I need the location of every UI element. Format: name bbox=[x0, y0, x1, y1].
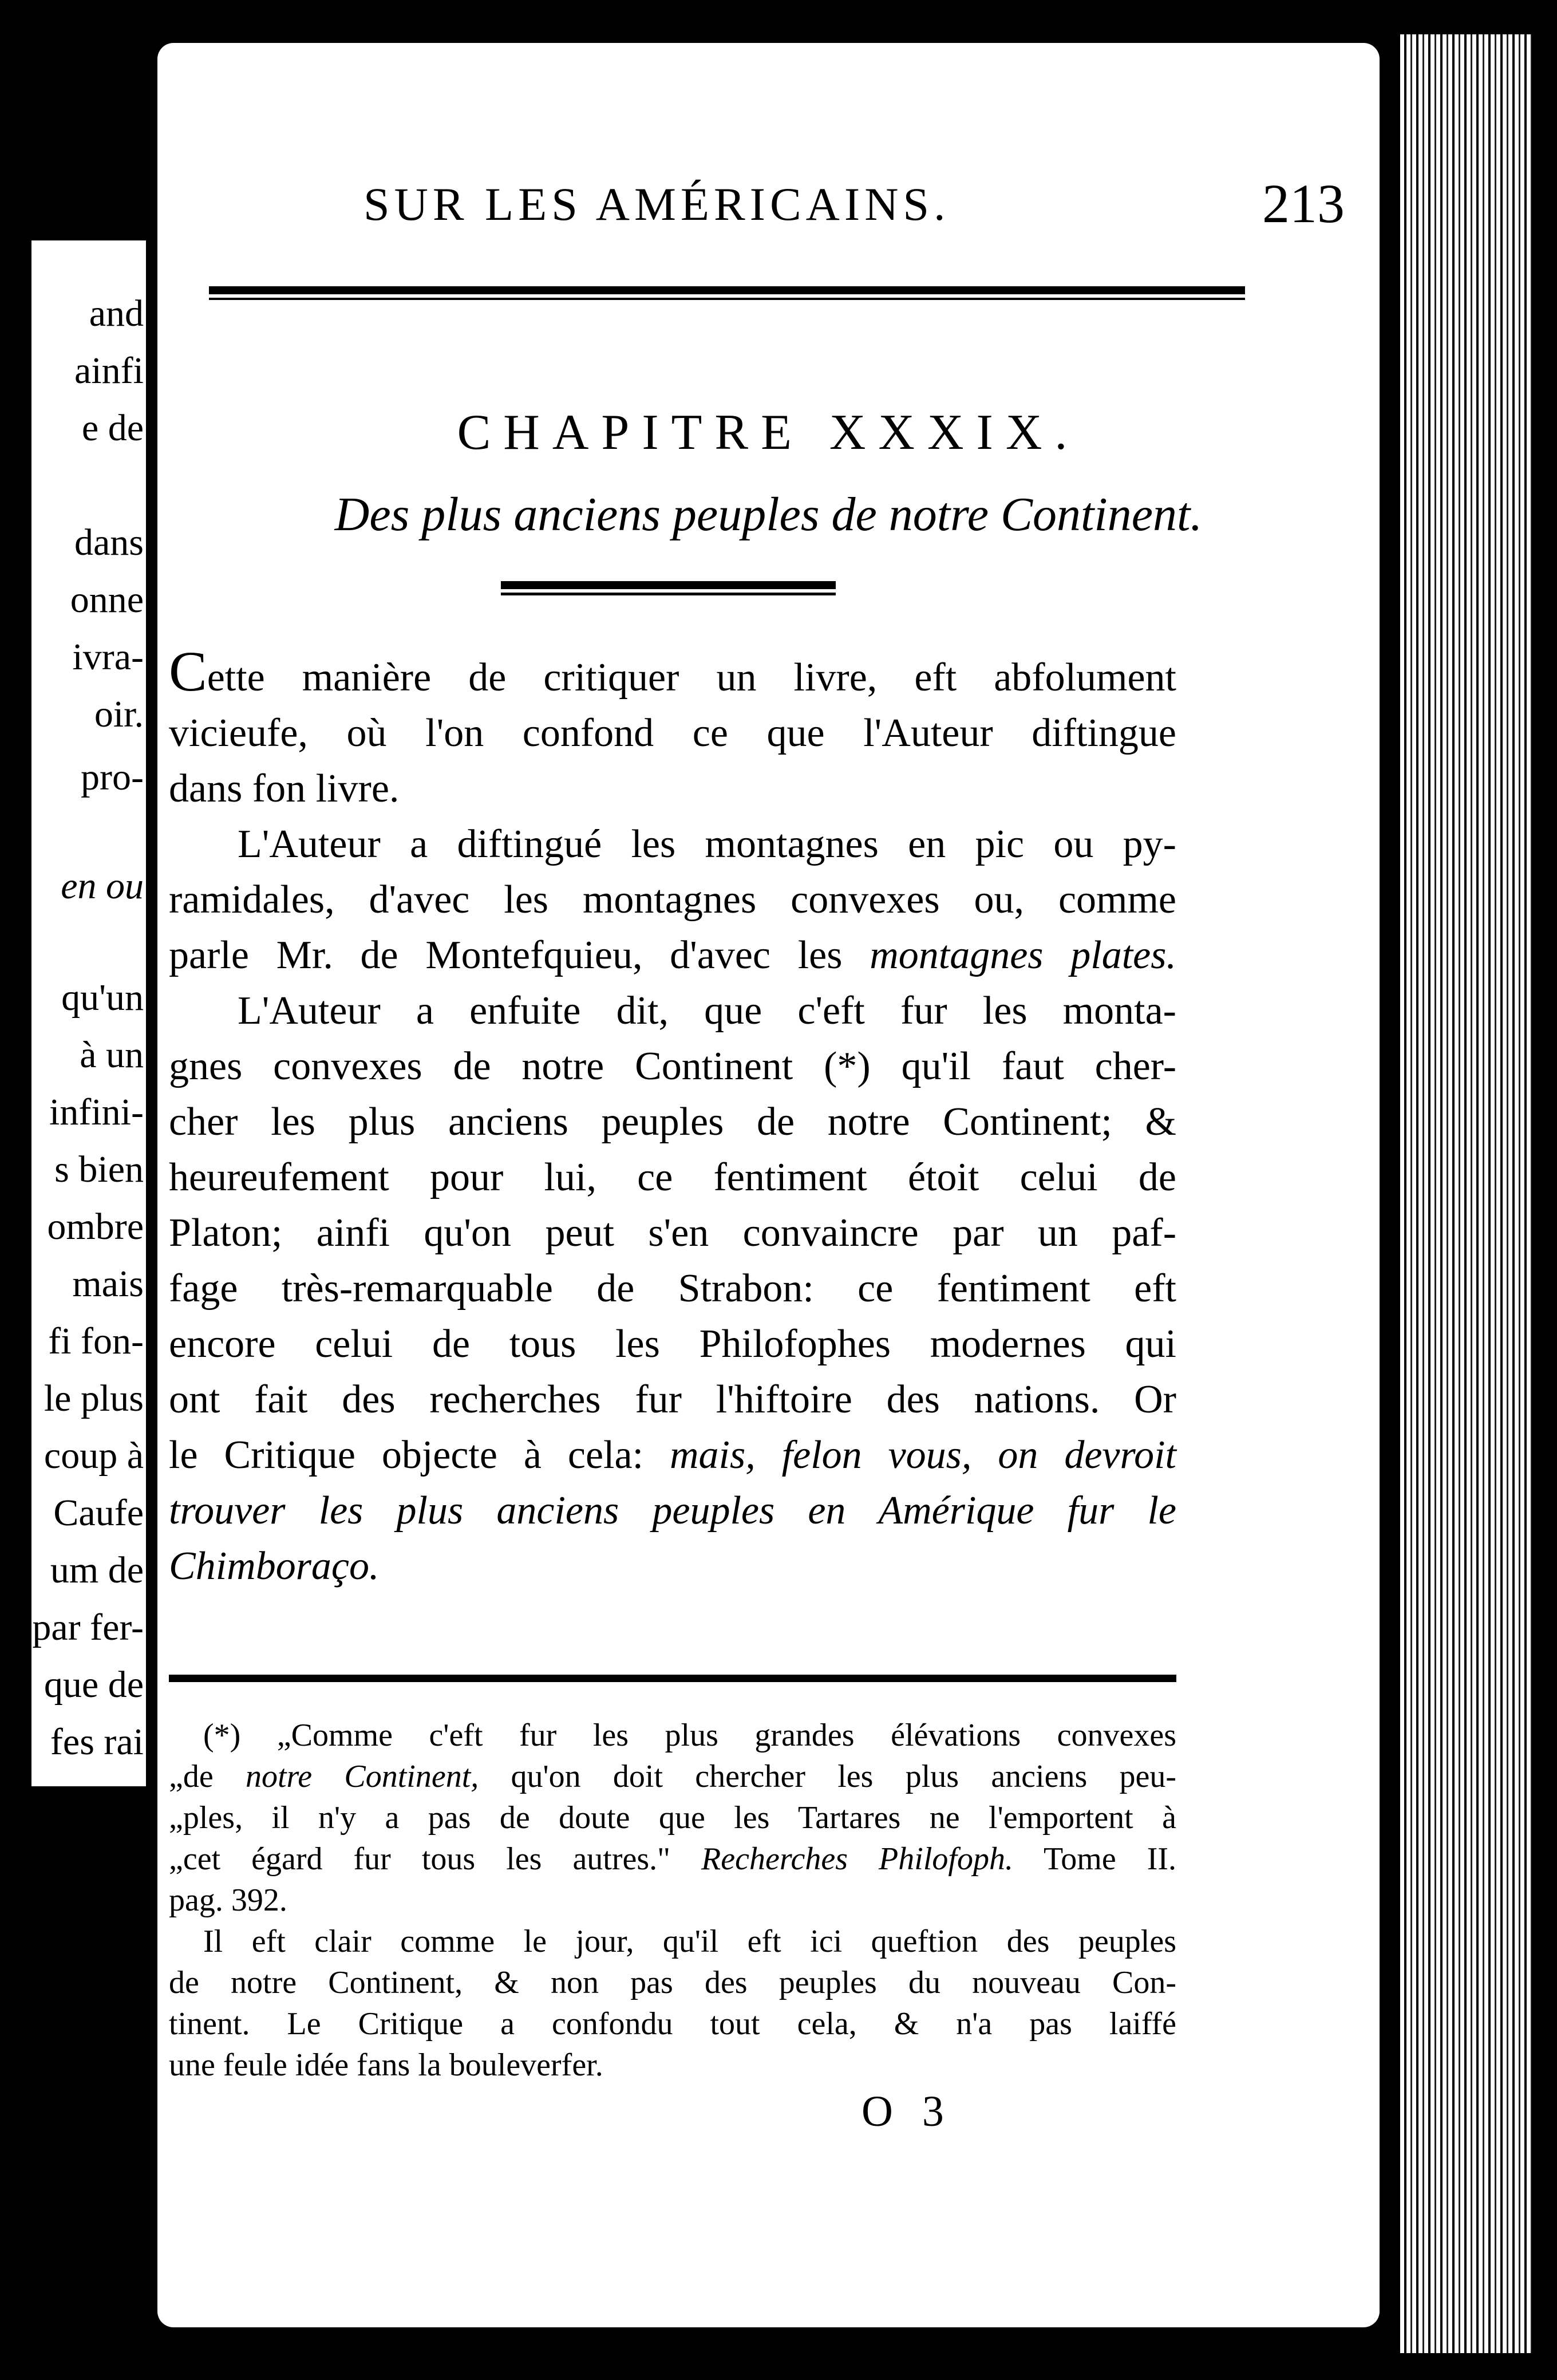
header-double-rule bbox=[209, 286, 1245, 300]
footnote-line bbox=[169, 1838, 1176, 1880]
text-segment: Tome II. bbox=[1013, 1841, 1176, 1877]
text-line: Platon; ainfi qu'on peut s'en convaincre par un paf- bbox=[169, 1211, 1176, 1255]
facing-text-fragment: ombre bbox=[47, 1206, 144, 1248]
footnote bbox=[169, 1715, 1176, 2086]
footnote-line: pag. 392. bbox=[169, 1882, 287, 1918]
book-page bbox=[157, 43, 1380, 2327]
facing-text-fragment: um de bbox=[50, 1549, 144, 1591]
facing-text-fragment: and bbox=[89, 293, 144, 334]
text-line: heureufement pour lui, ce fentiment étoit celui de bbox=[169, 1155, 1176, 1199]
facing-text-fragment: e de bbox=[81, 407, 144, 449]
chapter-subtitle: Des plus anciens peuples de notre Continent. bbox=[334, 488, 1203, 541]
text-line: vicieufe, où l'on confond ce que l'Auteur diftingue bbox=[169, 711, 1176, 755]
footnote-line: „ples, il n'y a pas de doute que les Tartares ne l'emportent à bbox=[169, 1800, 1176, 1836]
text-line: ont fait des recherches fur l'hiftoire des nations. Or bbox=[169, 1378, 1176, 1422]
facing-text-fragment: dans bbox=[74, 522, 144, 563]
subtitle-double-rule bbox=[501, 581, 836, 595]
facing-text-fragment: fes rai bbox=[50, 1721, 144, 1763]
facing-text-fragment: coup à bbox=[44, 1435, 144, 1477]
text-line bbox=[169, 640, 1176, 705]
facing-text-fragment: fi fon- bbox=[48, 1320, 144, 1362]
text-line: gnes convexes de notre Continent (*) qu'il faut cher- bbox=[169, 1044, 1176, 1088]
facing-text-fragment: par fer- bbox=[32, 1607, 144, 1648]
text-line: fage très-remarquable de Strabon: ce fentiment eft bbox=[169, 1266, 1176, 1311]
text-line: trouver les plus anciens peuples en Amérique fur le bbox=[169, 1489, 1176, 1533]
text-line bbox=[169, 1427, 1176, 1483]
footnote-line: tinent. Le Critique a confondu tout cela, & n'a pas laiffé bbox=[169, 2006, 1176, 2042]
facing-text-fragment: ainfi bbox=[74, 350, 144, 392]
facing-text-fragment: en ou bbox=[61, 865, 144, 907]
text-segment: le Critique objecte à cela: bbox=[169, 1433, 670, 1477]
chapter-title: CHAPITRE XXXIX. bbox=[457, 405, 1080, 460]
text-segment: parle Mr. de Montefquieu, d'avec les bbox=[169, 933, 870, 977]
text-line: L'Auteur a diftingué les montagnes en pic ou py- bbox=[238, 822, 1176, 866]
italic-segment: mais, felon vous, on devroit bbox=[669, 1433, 1176, 1477]
running-head: SUR LES AMÉRICAINS. bbox=[363, 178, 950, 230]
footnote-line: (*) „Comme c'eft fur les plus grandes élévations convexes bbox=[203, 1718, 1176, 1753]
facing-text-fragment: que de bbox=[44, 1664, 144, 1706]
drop-capital: C bbox=[169, 640, 207, 703]
italic-segment: montagnes plates. bbox=[870, 933, 1176, 977]
page-number: 213 bbox=[1262, 173, 1345, 234]
footnote-line: de notre Continent, & non pas des peuples du nouveau Con- bbox=[169, 1965, 1176, 2000]
body-text bbox=[169, 640, 1176, 1594]
book-page-edges bbox=[1397, 34, 1532, 2353]
signature-mark: O 3 bbox=[862, 2087, 953, 2136]
footnote-line bbox=[169, 1756, 1176, 1797]
facing-text-fragment: onne bbox=[70, 579, 144, 621]
text-line: Chimboraço. bbox=[169, 1544, 380, 1588]
facing-text-fragment: pro- bbox=[81, 756, 144, 798]
text-segment: ette manière de critiquer un livre, eft abfolument bbox=[207, 656, 1176, 700]
facing-text-fragment: Caufe bbox=[53, 1492, 144, 1534]
facing-text-fragment: qu'un bbox=[61, 977, 144, 1019]
footnote-line: une feule idée fans la bouleverfer. bbox=[169, 2047, 603, 2083]
text-line: ramidales, d'avec les montagnes convexes ou, comme bbox=[169, 878, 1176, 922]
text-line: encore celui de tous les Philofophes modernes qui bbox=[169, 1322, 1176, 1366]
text-segment: „de bbox=[169, 1759, 246, 1794]
text-line: L'Auteur a enfuite dit, que c'eft fur les monta- bbox=[238, 989, 1176, 1033]
facing-text-fragment: à un bbox=[80, 1034, 144, 1076]
facing-text-fragment: s bien bbox=[54, 1148, 144, 1190]
facing-text-fragment: mais bbox=[72, 1263, 144, 1305]
facing-text-fragment: oir. bbox=[94, 693, 144, 735]
text-line: dans fon livre. bbox=[169, 767, 400, 811]
facing-text-fragment: ivra- bbox=[72, 636, 144, 678]
facing-text-fragment: le plus bbox=[44, 1378, 144, 1419]
text-segment: qu'on doit chercher les plus anciens peu- bbox=[479, 1759, 1177, 1794]
text-segment: „cet égard fur tous les autres." bbox=[169, 1841, 702, 1877]
facing-page-fragment bbox=[31, 240, 146, 1786]
facing-text-fragment: infini- bbox=[49, 1091, 144, 1133]
footnote-rule bbox=[169, 1675, 1176, 1682]
text-line: cher les plus anciens peuples de notre Continent; & bbox=[169, 1100, 1176, 1144]
italic-segment: notre Continent, bbox=[245, 1759, 479, 1794]
footnote-line: Il eft clair comme le jour, qu'il eft ici queftion des peuples bbox=[203, 1924, 1176, 1959]
italic-segment: Recherches Philofoph. bbox=[701, 1841, 1013, 1877]
text-line bbox=[169, 927, 1176, 983]
